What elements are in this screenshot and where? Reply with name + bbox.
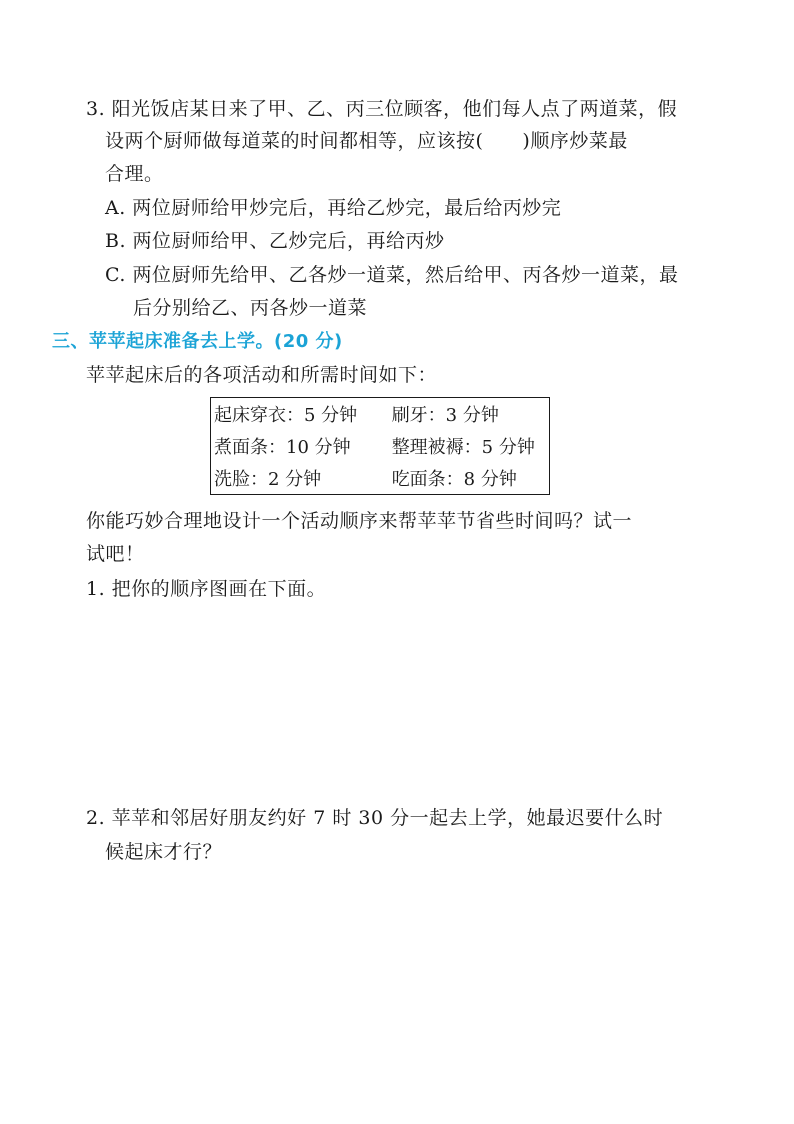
section-3-intro: 苹苹起床后的各项活动和所需时间如下： xyxy=(86,364,438,386)
table-cell: 吃面条：8 分钟 xyxy=(391,469,517,490)
sub-question-1: 1. 把你的顺序图画在下面。 xyxy=(86,578,327,600)
q3-line-3: 合理。 xyxy=(105,163,164,185)
activity-time-table xyxy=(210,397,550,495)
q3-line-1: 3. 阳光饭店某日来了甲、乙、丙三位顾客，他们每人点了两道菜，假 xyxy=(86,98,678,120)
q3-option-b: B. 两位厨师给甲、乙炒完后，再给丙炒 xyxy=(105,230,445,252)
table-cell: 起床穿衣：5 分钟 xyxy=(214,405,358,426)
table-row xyxy=(211,398,550,431)
q3-option-a: A. 两位厨师给甲炒完后，再给乙炒完，最后给丙炒完 xyxy=(105,197,562,219)
q3-line-2: 设两个厨师做每道菜的时间都相等，应该按( )顺序炒菜最 xyxy=(105,130,628,152)
sub-question-2-line-2: 候起床才行？ xyxy=(105,841,223,863)
section-3-question-line-2: 试吧！ xyxy=(86,543,145,565)
table-row xyxy=(211,430,550,462)
table-cell: 煮面条：10 分钟 xyxy=(214,437,351,458)
section-3-title: 三、苹苹起床准备去上学。(20 分) xyxy=(52,331,343,352)
sub-question-2-line-1: 2. 苹苹和邻居好朋友约好 7 时 30 分一起去上学，她最迟要什么时 xyxy=(86,807,664,829)
q3-option-c-line-2: 后分别给乙、丙各炒一道菜 xyxy=(133,297,368,319)
table-cell: 洗脸：2 分钟 xyxy=(214,469,322,490)
q3-option-c-line-1: C. 两位厨师先给甲、乙各炒一道菜，然后给甲、丙各炒一道菜，最 xyxy=(105,264,679,286)
section-3-question-line-1: 你能巧妙合理地设计一个活动顺序来帮苹苹节省些时间吗？试一 xyxy=(86,510,633,532)
table-cell: 刷牙：3 分钟 xyxy=(391,405,499,426)
table-row xyxy=(211,462,550,495)
table-cell: 整理被褥：5 分钟 xyxy=(391,437,535,458)
